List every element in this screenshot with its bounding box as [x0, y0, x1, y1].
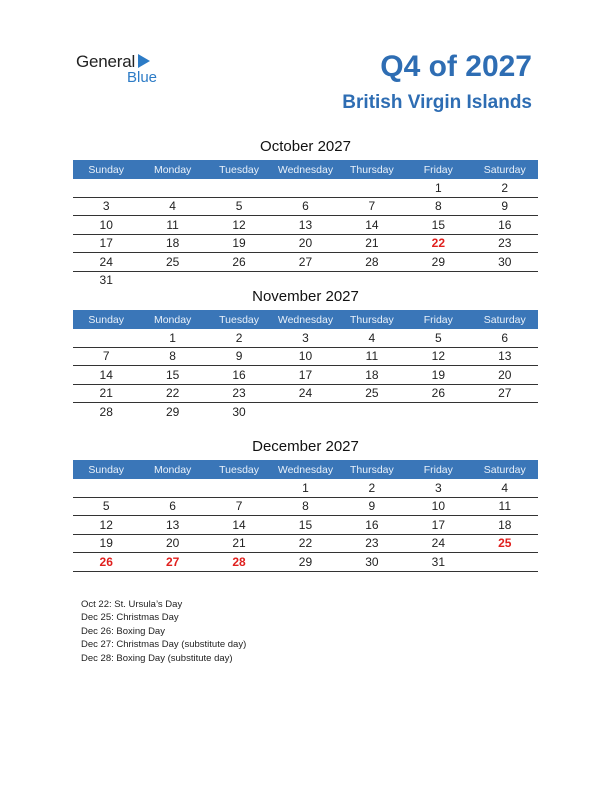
- empty-cell: [206, 479, 272, 497]
- day-cell: 28: [99, 404, 113, 419]
- empty-cell: [73, 329, 139, 347]
- week-row: [73, 553, 538, 572]
- day-cell: 30: [339, 553, 405, 572]
- day-cell: 12: [405, 347, 471, 366]
- day-cell: 4: [339, 329, 405, 347]
- day-cell: 17: [272, 366, 338, 385]
- weekday-header: Tuesday: [206, 160, 272, 179]
- holiday-note: Dec 25: Christmas Day: [81, 612, 179, 624]
- week-row: [73, 479, 538, 497]
- week-row: [73, 497, 538, 516]
- day-cell: 1: [405, 179, 471, 197]
- country-name: British Virgin Islands: [342, 92, 532, 113]
- empty-cell: [405, 403, 471, 421]
- day-cell: 20: [272, 234, 338, 253]
- month-november: [73, 288, 538, 421]
- day-cell: 24: [272, 384, 338, 403]
- day-cell: 8: [139, 347, 205, 366]
- weekday-header: Saturday: [472, 460, 538, 479]
- day-cell: 3: [405, 479, 471, 497]
- day-cell: 21: [73, 384, 139, 403]
- day-cell: 4: [139, 197, 205, 216]
- day-cell: 4: [472, 479, 538, 497]
- day-cell: 2: [206, 329, 272, 347]
- holiday-note: Dec 27: Christmas Day (substitute day): [81, 639, 247, 651]
- day-cell: 29: [272, 553, 338, 572]
- weekday-header: Saturday: [472, 310, 538, 329]
- weekday-header: Thursday: [339, 460, 405, 479]
- week-row: [73, 234, 538, 253]
- weekday-header: Wednesday: [272, 310, 338, 329]
- day-cell: 24: [73, 253, 139, 272]
- week-row: [73, 366, 538, 385]
- day-cell: 3: [73, 197, 139, 216]
- empty-cell: [405, 271, 471, 289]
- day-cell: 2: [339, 479, 405, 497]
- day-cell: 7: [73, 347, 139, 366]
- day-cell: 16: [472, 216, 538, 235]
- weekday-header: Thursday: [339, 160, 405, 179]
- day-cell: 27: [272, 253, 338, 272]
- day-cell: 22: [139, 384, 205, 403]
- week-row: [73, 384, 538, 403]
- logo: [76, 52, 176, 88]
- empty-cell: [139, 479, 205, 497]
- day-cell: 26: [206, 253, 272, 272]
- empty-cell: [472, 403, 538, 421]
- weekday-header: Monday: [139, 460, 205, 479]
- day-cell: 23: [339, 534, 405, 553]
- day-cell: 25: [472, 534, 538, 553]
- day-cell: 23: [206, 384, 272, 403]
- calendar-table: [73, 160, 538, 289]
- empty-cell: [139, 179, 205, 197]
- day-cell: 15: [139, 366, 205, 385]
- day-cell: 1: [139, 329, 205, 347]
- empty-cell: [206, 179, 272, 197]
- day-cell: 18: [339, 366, 405, 385]
- empty-cell: [339, 271, 405, 289]
- logo-blue-text: Blue: [127, 69, 158, 86]
- weekday-header: Sunday: [73, 160, 139, 179]
- month-title: November 2027: [252, 288, 359, 305]
- week-row: [73, 179, 538, 197]
- day-cell: 21: [206, 534, 272, 553]
- month-october: [73, 138, 538, 289]
- day-cell: 9: [472, 197, 538, 216]
- day-cell: 31: [405, 553, 471, 572]
- weekday-header: Friday: [405, 160, 471, 179]
- day-cell: 5: [206, 197, 272, 216]
- day-cell: 29: [405, 253, 471, 272]
- weekday-header: Wednesday: [272, 160, 338, 179]
- day-cell: 16: [339, 516, 405, 535]
- day-cell: 10: [73, 216, 139, 235]
- day-cell: 22: [405, 234, 471, 253]
- day-cell: 20: [472, 366, 538, 385]
- day-cell: 29: [165, 404, 180, 419]
- day-cell: 14: [206, 516, 272, 535]
- empty-cell: [339, 403, 405, 421]
- day-cell: 13: [472, 347, 538, 366]
- day-cell: 20: [139, 534, 205, 553]
- day-cell: 13: [272, 216, 338, 235]
- week-row: [73, 271, 538, 289]
- weekday-header: Monday: [139, 160, 205, 179]
- weekday-header: Friday: [405, 310, 471, 329]
- week-row: [73, 216, 538, 235]
- weekday-header: Sunday: [73, 310, 139, 329]
- month-title: October 2027: [260, 138, 351, 155]
- weekday-header: Monday: [139, 310, 205, 329]
- weekday-header: Sunday: [73, 460, 139, 479]
- day-cell: 23: [472, 234, 538, 253]
- day-cell: 14: [73, 366, 139, 385]
- day-cell: 30: [472, 253, 538, 272]
- day-cell: 5: [73, 497, 139, 516]
- day-cell: 17: [405, 516, 471, 535]
- day-cell: 26: [73, 553, 139, 572]
- day-cell: 6: [272, 197, 338, 216]
- day-cell: 6: [139, 497, 205, 516]
- week-row: [73, 516, 538, 535]
- empty-cell: [272, 403, 338, 421]
- empty-cell: [339, 179, 405, 197]
- holiday-notes: [81, 598, 246, 665]
- day-cell: 6: [472, 329, 538, 347]
- day-cell: 10: [272, 347, 338, 366]
- day-cell: 18: [139, 234, 205, 253]
- day-cell: 21: [339, 234, 405, 253]
- weekday-header: Saturday: [472, 160, 538, 179]
- day-cell: 24: [405, 534, 471, 553]
- weekday-header: Tuesday: [206, 310, 272, 329]
- empty-cell: [73, 179, 139, 197]
- month-title: December 2027: [252, 438, 359, 455]
- empty-cell: [206, 271, 272, 289]
- weekday-header: Tuesday: [206, 460, 272, 479]
- day-cell: 11: [339, 347, 405, 366]
- day-cell: 12: [206, 216, 272, 235]
- day-cell: 1: [272, 479, 338, 497]
- calendar-table: [73, 310, 538, 421]
- day-cell: 25: [339, 384, 405, 403]
- day-cell: 14: [339, 216, 405, 235]
- week-row: [73, 534, 538, 553]
- day-cell: 15: [405, 216, 471, 235]
- holiday-note: Dec 28: Boxing Day (substitute day): [81, 652, 233, 664]
- day-cell: 18: [472, 516, 538, 535]
- day-cell: 7: [206, 497, 272, 516]
- empty-cell: [139, 271, 205, 289]
- holiday-note: Dec 26: Boxing Day: [81, 625, 165, 637]
- day-cell: 5: [405, 329, 471, 347]
- day-cell: 12: [73, 516, 139, 535]
- day-cell: 13: [139, 516, 205, 535]
- empty-cell: [472, 553, 538, 572]
- day-cell: 27: [472, 384, 538, 403]
- weekday-header: Thursday: [339, 310, 405, 329]
- day-cell: 17: [73, 234, 139, 253]
- day-cell: 10: [405, 497, 471, 516]
- empty-cell: [272, 179, 338, 197]
- week-row: [73, 197, 538, 216]
- day-cell: 28: [339, 253, 405, 272]
- day-cell: 9: [339, 497, 405, 516]
- day-cell: 26: [405, 384, 471, 403]
- day-cell: 19: [73, 534, 139, 553]
- holiday-note: Oct 22: St. Ursula’s Day: [81, 599, 183, 610]
- day-cell: 15: [272, 516, 338, 535]
- day-cell: 9: [206, 347, 272, 366]
- day-cell: 8: [272, 497, 338, 516]
- day-cell: 28: [206, 553, 272, 572]
- day-cell: 11: [472, 497, 538, 516]
- calendar-table: [73, 460, 538, 572]
- day-cell: 27: [139, 553, 205, 572]
- logo-triangle-icon: [138, 54, 150, 68]
- empty-cell: [272, 271, 338, 289]
- day-cell: 25: [139, 253, 205, 272]
- week-row: [73, 347, 538, 366]
- week-row: [73, 253, 538, 272]
- day-cell: 19: [206, 234, 272, 253]
- day-cell: 19: [405, 366, 471, 385]
- month-december: [73, 438, 538, 572]
- day-cell: 11: [139, 216, 205, 235]
- day-cell: 22: [272, 534, 338, 553]
- weekday-header: Wednesday: [272, 460, 338, 479]
- empty-cell: [472, 271, 538, 289]
- week-row: [73, 329, 538, 347]
- day-cell: 31: [99, 273, 113, 288]
- weekday-header: Friday: [405, 460, 471, 479]
- day-cell: 16: [206, 366, 272, 385]
- day-cell: 2: [472, 179, 538, 197]
- empty-cell: [73, 479, 139, 497]
- day-cell: 3: [272, 329, 338, 347]
- logo-general-text: General: [76, 52, 136, 71]
- day-cell: 8: [405, 197, 471, 216]
- week-row: [73, 403, 538, 421]
- day-cell: 30: [232, 404, 246, 419]
- page-title: Q4 of 2027: [380, 50, 532, 83]
- day-cell: 7: [339, 197, 405, 216]
